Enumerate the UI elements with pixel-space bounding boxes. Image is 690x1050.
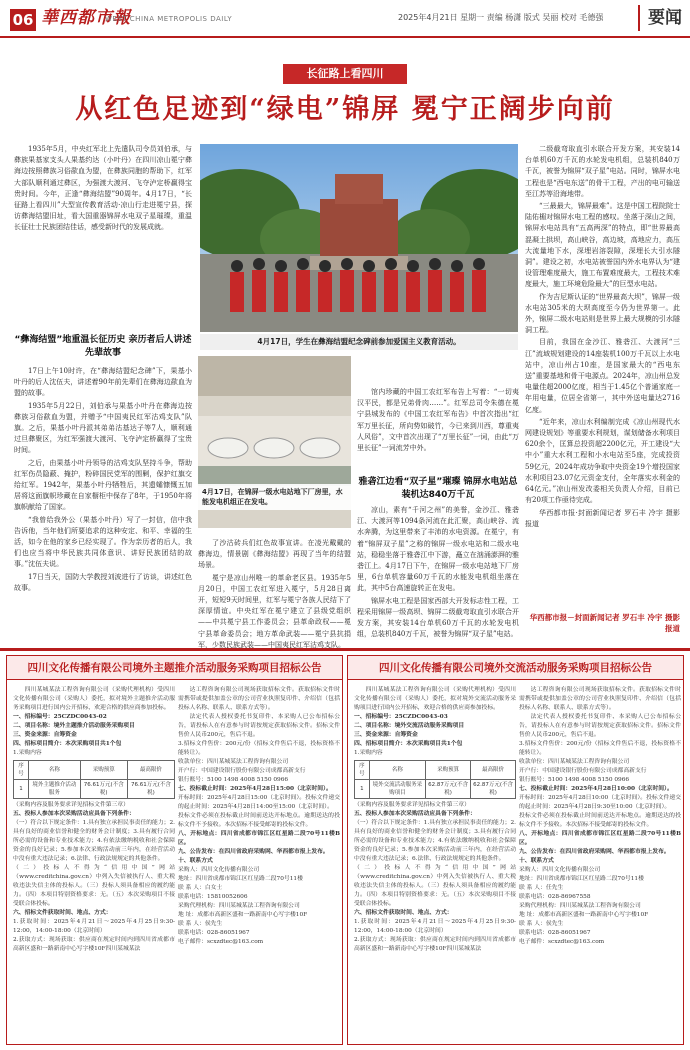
notice-paragraph: 联 系 人：侯先生 [178, 921, 223, 927]
article-paragraph: 锦屏水电工程是国家西部大开发标志性工程，工程采用锦屏一级高坝、锦屏二级截弯取直引水联合开发方案，其安装14台单机60万千瓦的水轮发电机组，总装机840万千瓦，被誉为锦屏“双子星”电站。 [357, 596, 519, 639]
section-divider [0, 648, 690, 651]
notice-body-right [178, 686, 340, 1042]
article-column-1 [14, 366, 192, 648]
notice-paragraph: 2.获取方式：现场获取：供应商在规定时间内到四川省成都市高新区盛和一路新南中心写字楼10F四川某城某法 [354, 937, 516, 952]
subhead-jinping: 雅砻江边看“双子星”璀璨 锦屏水电站总装机达840万千瓦 [358, 477, 518, 500]
article-paragraph: 17日上午10时许，在“彝海结盟纪念碑”下，果基小叶丹的后人沈伍夫，讲述着90年前先辈们在彝海边歃血为盟的故事。 [14, 367, 192, 398]
table-header-cell: 序号 [355, 761, 370, 780]
table-header-cell: 采购预算 [426, 761, 471, 780]
article-paragraph: “近年来，凉山水利编制完成《凉山州现代水网建设规划》等重要水利规划，谋划储备水利项目620余个，匡算总投资超2200亿元，开工建设“大中小”重大水利工程和小水电站至5座，完成投资59亿元，2024年成功争取中央资金19个增投国家水利项目23.07亿元资金支付，全年落实水利金的64亿元。”凉山州发改委相关负责人介绍，目前已有20项工作亟待完成。 [525, 417, 680, 505]
photo-memorial-students [200, 144, 518, 332]
headline: 从红色足迹到“绿电”锦屏 冕宁正阔步向前 [75, 94, 615, 125]
intro-text: 1935年5月，中央红军北上先遣队司令员刘伯承，与彝族果基家支头人果基约达（小叶丹）在四川凉山冕宁彝海边按照彝族习俗歃血为盟，在彝族同胞的帮助下，红军大部队顺利通过彝区，为强渡大渡河、飞夺泸定桥赢得宝贵时间。今年，正逢“彝海结盟”90周年。4月17日，“长征路上看四川”大型宣传教育活动·凉山行走进冕宁县，探访彝海结盟旧址，看大国重器锦屏水电双子星璀璨，重温长征壮士民族团结佳话，感受新时代的发展成就。 [14, 145, 192, 232]
notice-paragraph: 2.获取方式：现场获取：供应商在规定时间内到四川省成都市高新区盛和一路新南中心写字楼10F四川某城某法 [13, 937, 175, 952]
notice-body-left [354, 686, 516, 1042]
masthead [0, 0, 690, 38]
notice-paragraph: 地 址：成都市高新区盛和一路新南中心写字楼10F [178, 912, 308, 918]
table-cell: 62.87万元(不含税) [471, 780, 516, 799]
article-paragraph: 华西都市报·封面新闻记者 罗石丰 冷宇 摄影报道 [525, 508, 680, 528]
notice-paragraph: （二）投标人不得为“信用中国”网站（www.creditchina.gov.cn）中列入失信被执行人、重大税收违法失信主体的投标人。（三）投标人须具备相应的履约能力。（四）本项目特别资格要求：无。（五）本次采购项目不接受联合体投标。 [13, 865, 175, 907]
notice-paragraph: 达工程咨询有限公司现场获取招标文件。获取招标文件时需携带或提供加盖公章的公司营业执照复印件、介绍信（包括投标人名称、联系人、联系方式等）。 [178, 687, 340, 711]
article-paragraph: 17日当天，国防大学教授刘波进行了访谈，讲述红色故事。 [14, 572, 192, 592]
subhead-yihai: “彝海结盟”地重温长征历史 亲历者后人讲述先辈故事 [14, 335, 192, 358]
notice-section-heading: 三、资金来源：自筹资金 [13, 732, 77, 738]
article-paragraph: “我曾给我外公（果基小叶丹）写了一封信，信中我告诉他，当年他们所要追求的这种安定、和平、幸福的生活，如今在他的家乡已经实现了。作为亲历者的后人，我们也应当将中华民族共同体意识、讲好民族团结的故事。”沈伍夫说。 [14, 515, 192, 569]
table-header-cell: 名称 [29, 761, 81, 780]
notice-paragraph: （一）符合以下规定条件：1.具有独立承担民事责任的能力；2.具有良好的商业信誉和健全的财务会计制度；3.具有履行合同所必需的设备和专业技术能力；4.有依法缴纳税收和社会保障资金的良好记录；5.参加本次采购活动前三年内，在经营活动中没有重大违法记录；6.法律、行政法规规定的其他条件。 [13, 820, 175, 862]
notice-section-heading: 六、招标文件获取时间、地点、方式： [354, 910, 453, 916]
table-cell: 1 [14, 780, 29, 799]
article-paragraph: 凉山，素有“千河之州”的美誉，金沙江、雅砻江、大渡河等1094条河流在此汇聚，高山峡谷、流水奔腾，为这里带来了丰沛的水电资源。在冕宁，有着“锦屏双子星”之称的锦屏一级水电站和二级水电站，稳稳坐落于雅砻江中下游，矗立在汹涌澎湃的雅砻江上。4月17日下午，在锦屏一级水电站地下厂房里，6台单机容量60万千瓦的水能发电机组坐落在此，其中5台高速旋转正在发电。 [357, 506, 519, 593]
notice-paragraph: （一）符合以下规定条件：1.具有独立承担民事责任的能力；2.具有良好的商业信誉和健全的财务会计制度；3.具有履行合同所必需的设备和专业技术能力；4.有依法缴纳税收和社会保障资金的良好记录；5.参加本次采购活动前三年内，在经营活动中没有重大违法记录；6.法律、行政法规规定的其他条件。 [354, 820, 516, 862]
notice-paragraph: 3.招标文件售价：200元/份（招标文件售后不退，投标资格不能转让）。 [519, 741, 681, 756]
notice-paragraph: 1.采购内容 [13, 750, 42, 756]
article-paragraph: 馆内珍藏的中国工农红军布告上写着：“一切夷汉平民，都是兄弟骨肉……”。红军总司令朱德在冕宁县城发布的《中国工农红军布告》中首次指出“红军万里长征，所向势如破竹，今已来到川西，尊重夷人风俗”，文中首次出现了“万里长征”一词，由此“万里长征”一词流芳中外。 [357, 388, 519, 453]
table-cell: 62.87万元(不含税) [426, 780, 471, 799]
notice-paragraph: 采购人：四川文化传播有限公司 [178, 867, 260, 873]
notice-section-heading: 二、项目名称：境外主题推介活动服务采购项目 [13, 723, 135, 729]
notice-section-heading: 七、投标截止时间：2025年4月28日10:00（北京时间）。 [519, 786, 673, 792]
notice-section-heading: 九、公告发布：在四川省政府采购网、华西都市报上发布。 [178, 849, 329, 855]
intro-paragraph [14, 144, 192, 329]
notice-paragraph: 投标文件必须在投标截止时间前送达开标地点。逾期送达的投标文件不予接收。本次招标不接受邮寄的投标文件。 [519, 813, 681, 828]
notice-paragraph: （二）投标人不得为“信用中国”网站（www.creditchina.gov.cn）中列入失信被执行人、重大税收违法失信主体的投标人。（三）投标人须具备相应的履约能力。（四）本项目特别资格要求：无。（五）本次采购项目不接受联合体投标。 [354, 865, 516, 907]
notice-paragraph: 联 系 人：白女士 [178, 885, 223, 891]
notice-section-heading: 五、投标人参加本次采购活动应具备下列条件： [13, 811, 135, 817]
notice-paragraph: 联系电话：15810052606 [178, 894, 248, 900]
page-number: 06 [10, 9, 36, 31]
notice-paragraph: 四川某城某法工程咨询有限公司（采购代理机构）受四川文化传播有限公司（采购人）委托，拟对境外交流活动服务采购项目进行国内公开招标，欢迎合格的供应商参加投标。 [354, 687, 516, 711]
article-paragraph: 1935年5月22日，刘伯承与果基小叶丹在彝海边按彝族习俗歃血为盟，并赠予“中国夷民红军沽鸡支队”队旗。之后，果基小叶丹派其弟弟沽基达子等7人，顺利通过旦彝聚区，为红军强渡大渡河、飞夺泸定桥赢得了宝贵时间。 [14, 401, 192, 455]
table-cell: 76.61万元(不含税) [127, 780, 174, 799]
notice-paragraph: 法定代表人授权委托书复印件、本采购人已公布招标公告，请投标人在有意参与时请按规定获取招标文件。招标文件售价人民币200元，售后不退。 [519, 714, 681, 738]
notice-paragraph: （采购内容及服务要求详见招标文件第三章） [13, 802, 129, 808]
table-row [355, 780, 516, 799]
article-paragraph: 冕宁是凉山州唯一的革命老区县。1935年5月20日，中国工农红军进入冕宁，5月28日离开，短短9天时间里，红军与冕宁各族人民结下了深厚情谊。中央红军在冕宁建立了县级党组织——中共冕宁县工作委员会；县革命政权——冕宁县革命委员会；地方革命武装——冕宁县抗捐军，少数民族武装——中国夷民红军沽鸡支队。 [198, 573, 351, 648]
notice-paragraph: 采购代理机构：四川某城某法工程咨询有限公司 [519, 903, 641, 909]
section-title: 要闻 [638, 5, 682, 31]
notice-paragraph: 四川某城某法工程咨询有限公司（采购代理机构）受四川文化传播有限公司（采购人）委托，拟对境外主题推介活动服务采购项目进行国内公开招标，欢迎合格的供应商参加投标。 [13, 687, 175, 711]
table-row [14, 780, 175, 799]
photo-illustration [200, 144, 518, 332]
notice-paragraph: 地址：四川省成都市锦江区红星路二段70号11楼 [519, 876, 644, 882]
notice-section-heading: 四、招标项目简介：本次采购项目共1个包 [354, 741, 463, 747]
table-cell: 境外主题推介活动服务 [29, 780, 81, 799]
notice-section-heading: 十、联系方式 [519, 858, 554, 864]
feature-article [0, 44, 690, 648]
notice-paragraph: 采购人：四川文化传播有限公司 [519, 867, 601, 873]
notice-paragraph: 投标文件必须在投标截止时间前送达开标地点。逾期送达的投标文件不予接收。本次招标不接受邮寄的投标文件。 [178, 813, 340, 828]
notice-paragraph: 达工程咨询有限公司现场获取招标文件。获取招标文件时需携带或提供加盖公章的公司营业执照复印件、介绍信（包括投标人名称、联系人、联系方式等）。 [519, 687, 681, 711]
notice-paragraph: 联系电话：028-86051967 [178, 930, 250, 936]
notice-title: 四川文化传播有限公司境外交流活动服务采购项目招标公告 [348, 656, 683, 680]
notice-section-heading: 九、公告发布：在四川省政府采购网、华西都市报上发布。 [519, 849, 670, 855]
table-cell: 1 [355, 780, 370, 799]
notice-section-heading: 八、开标地点：四川省成都市锦江区红星路二段70号11楼B区。 [519, 831, 681, 846]
photo-caption-2: 4月17日，在锦屏一级水电站地下厂房里，水能发电机组正在发电。 [198, 484, 351, 510]
notice-paragraph: 开户行：中国建设银行股份有限公司成都高新支行 [519, 768, 647, 774]
article-paragraph: 目前，我国在金沙江、雅砻江、大渡河“三江”流域规划建设的14座装机100万千瓦以上水电站中，凉山州占10座，是国家最大的“西电东送”重要基地和骨干电源点。2024年，凉山州总发电量佳超2000亿度，相当于1.45亿个普通家庭一年用电量，位居全省第一，其中外送电量达2716亿度。 [525, 338, 680, 414]
paper-english-name: WEST CHINA METROPOLIS DAILY [105, 15, 233, 23]
notice-section-heading: 八、开标地点：四川省成都市锦江区红星路二段70号11楼B区。 [178, 831, 340, 846]
notice-paragraph: 地址：四川省成都市锦江区红星路二段70号11楼 [178, 876, 303, 882]
notice-paragraph: 联系电话：028-86967558 [519, 894, 591, 900]
notice-section-heading: 二、项目名称：境外交流活动服务采购项目 [354, 723, 465, 729]
notice-paragraph: 开标时间：2025年4月28日15:00（北京时间）。投标文件递交的起止时间：2025年4月28日14:00至15:00（北京时间）。 [178, 795, 340, 810]
table-header-cell: 最高限价 [471, 761, 516, 780]
article-paragraph: 二级截弯取直引水联合开发方案，其安装14台单机60万千瓦的水轮发电机组，总装机840万千瓦，被誉为锦屏“双子星”电站。同时，锦屏水电工程也是“西电东送”的骨干工程，产出的电可输送至江苏等沿海地带。 [525, 145, 680, 198]
notice-paragraph: （采购内容及服务要求详见招标文件第三章） [354, 802, 470, 808]
notice-paragraph: 3.招标文件售价：200元/份（招标文件售后不退，投标资格不能转让）。 [178, 741, 340, 756]
table-cell: 境外交流活动服务采购项目 [369, 780, 425, 799]
notice-section-heading: 十、联系方式 [178, 858, 213, 864]
notice-paragraph: 联 系 人：任先生 [519, 885, 564, 891]
table-header-cell: 最高限价 [127, 761, 174, 780]
notice-section-heading: 六、招标文件获取时间、地点、方式： [13, 910, 112, 916]
notice-section-heading: 七、投标截止时间：2025年4月28日15:00（北京时间）。 [178, 786, 332, 792]
procurement-table [13, 760, 175, 799]
notice-paragraph: 开标时间：2025年4月28日10:00（北京时间）。投标文件递交的起止时间：2025年4月28日9:30至10:00（北京时间）。 [519, 795, 681, 810]
notice-paragraph: 1.采购内容 [354, 750, 383, 756]
table-header-cell: 采购预算 [80, 761, 127, 780]
notice-section-heading: 一、招标编号：25CZDC0043-03 [354, 714, 448, 720]
table-header-cell: 序号 [14, 761, 29, 780]
notice-paragraph: 1.获取时间：2025年4月21日～2025年4月25日9:30-12:00，14:00-18:00（北京时间） [354, 919, 516, 934]
article-column-3 [357, 387, 519, 472]
notice-section-heading: 三、资金来源：自筹资金 [354, 732, 418, 738]
notice-body-left [13, 686, 175, 1042]
tender-notice-right [347, 655, 684, 1045]
paper-logo: 華西都市報 [41, 8, 131, 28]
article-column-5 [525, 144, 680, 642]
article-column-2 [198, 538, 351, 648]
notice-paragraph: 收款单位：四川某城某法工程咨询有限公司 [178, 759, 289, 765]
notice-paragraph: 联系电话：028-86051967 [519, 930, 591, 936]
notice-section-heading: 一、招标编号：25CZDC0043-02 [13, 714, 107, 720]
kicker-banner: 长征路上看四川 [283, 64, 407, 84]
table-cell: 76.61万元(不含税) [80, 780, 127, 799]
notice-paragraph: 电子邮件：scxzdtec@163.com [178, 939, 264, 945]
article-paragraph: “三最最大，锦屏最难”。这是中国工程院院士陆佑楣对锦屏水电工程的感叹。坐落于深山之间，锦屏水电站具有“五高两深”的特点，即“世界最高混凝土拱坝，高山峡谷，高边坡，高地应力，高压大流量地下水，深埋岩溶裂隙，深埋长大引水隧洞”。建设之初，水电站被誉国内外水电界认为“建设管理难度最大，施工布置难度最大，工程技术难度最大，施工环境危险最大”的巨型水电站。 [525, 202, 680, 289]
notice-paragraph: 收款单位：四川某城某法工程咨询有限公司 [519, 759, 630, 765]
notice-paragraph: 银行账号：5100 1498 4008 5150 0966 [178, 777, 289, 783]
article-column-4 [357, 505, 519, 639]
notice-paragraph: 法定代表人授权委托书复印件、本采购人已公布招标公告，请投标人在有意参与时请按规定获取招标文件。招标文件售价人民币200元，售后不退。 [178, 714, 340, 738]
photo-caption-1: 4月17日，学生在彝海结盟纪念碑前参加爱国主义教育活动。 [200, 334, 518, 350]
article-paragraph: 了沙沽砖兵们红色故事宣讲。在凌光戴戴的彝海边，情景剧《彝海结盟》再现了当年的结盟场景。 [198, 539, 351, 570]
dateline: 2025年4月21日 星期一 责编 杨潇 版式 吴丽 校对 毛德强 [398, 13, 604, 22]
byline: 华西都市报－封面新闻记者 罗石丰 冷宇 摄影报道 [525, 612, 680, 634]
notice-section-heading: 四、招标项目简介：本次采购项目共1个包 [13, 741, 122, 747]
notice-paragraph: 银行账号：5100 1498 4008 5150 0966 [519, 777, 630, 783]
article-paragraph: 作为吉尼斯认证的“世界最高大坝”，锦屏一级水电站305米的大坝高度至今仍为世界第一。此外，锦屏二级水电站则是世界上最大规模的引水隧洞工程。 [525, 292, 680, 335]
notice-paragraph: 电子邮件：scxzdtec@163.com [519, 939, 605, 945]
notice-paragraph: 联 系 人：侯先生 [519, 921, 564, 927]
notice-paragraph: 地 址：成都市高新区盛和一路新南中心写字楼10F [519, 912, 649, 918]
notice-section-heading: 五、投标人参加本次采购活动应具备下列条件： [354, 811, 476, 817]
notice-paragraph: 开户行：中国建设银行股份有限公司成都高新支行 [178, 768, 306, 774]
notice-paragraph: 1.获取时间：2025年4月21日～2025年4月25日9:30-12:00，14:00-18:00（北京时间） [13, 919, 175, 934]
procurement-table [354, 760, 516, 799]
notice-title: 四川文化传播有限公司境外主题推介活动服务采购项目招标公告 [7, 656, 342, 680]
table-header-cell: 名称 [369, 761, 425, 780]
article-paragraph: 之后，由果基小叶丹领导的沽鸡支队坚持斗争，帮助红军伤员隐蔽、掩护，粉碎国民党军的围剿，保护红旗交给红军。1942年，果基小叶丹牺牲后，其遗孀慷慨五加居将这面旗帜珍藏在自家橱柜中保存了8年，于1950年将旗帜献给了国家。 [14, 458, 192, 512]
notice-body-right [519, 686, 681, 1042]
tender-notice-left [6, 655, 343, 1045]
notice-paragraph: 采购代理机构：四川某城某法工程咨询有限公司 [178, 903, 300, 909]
